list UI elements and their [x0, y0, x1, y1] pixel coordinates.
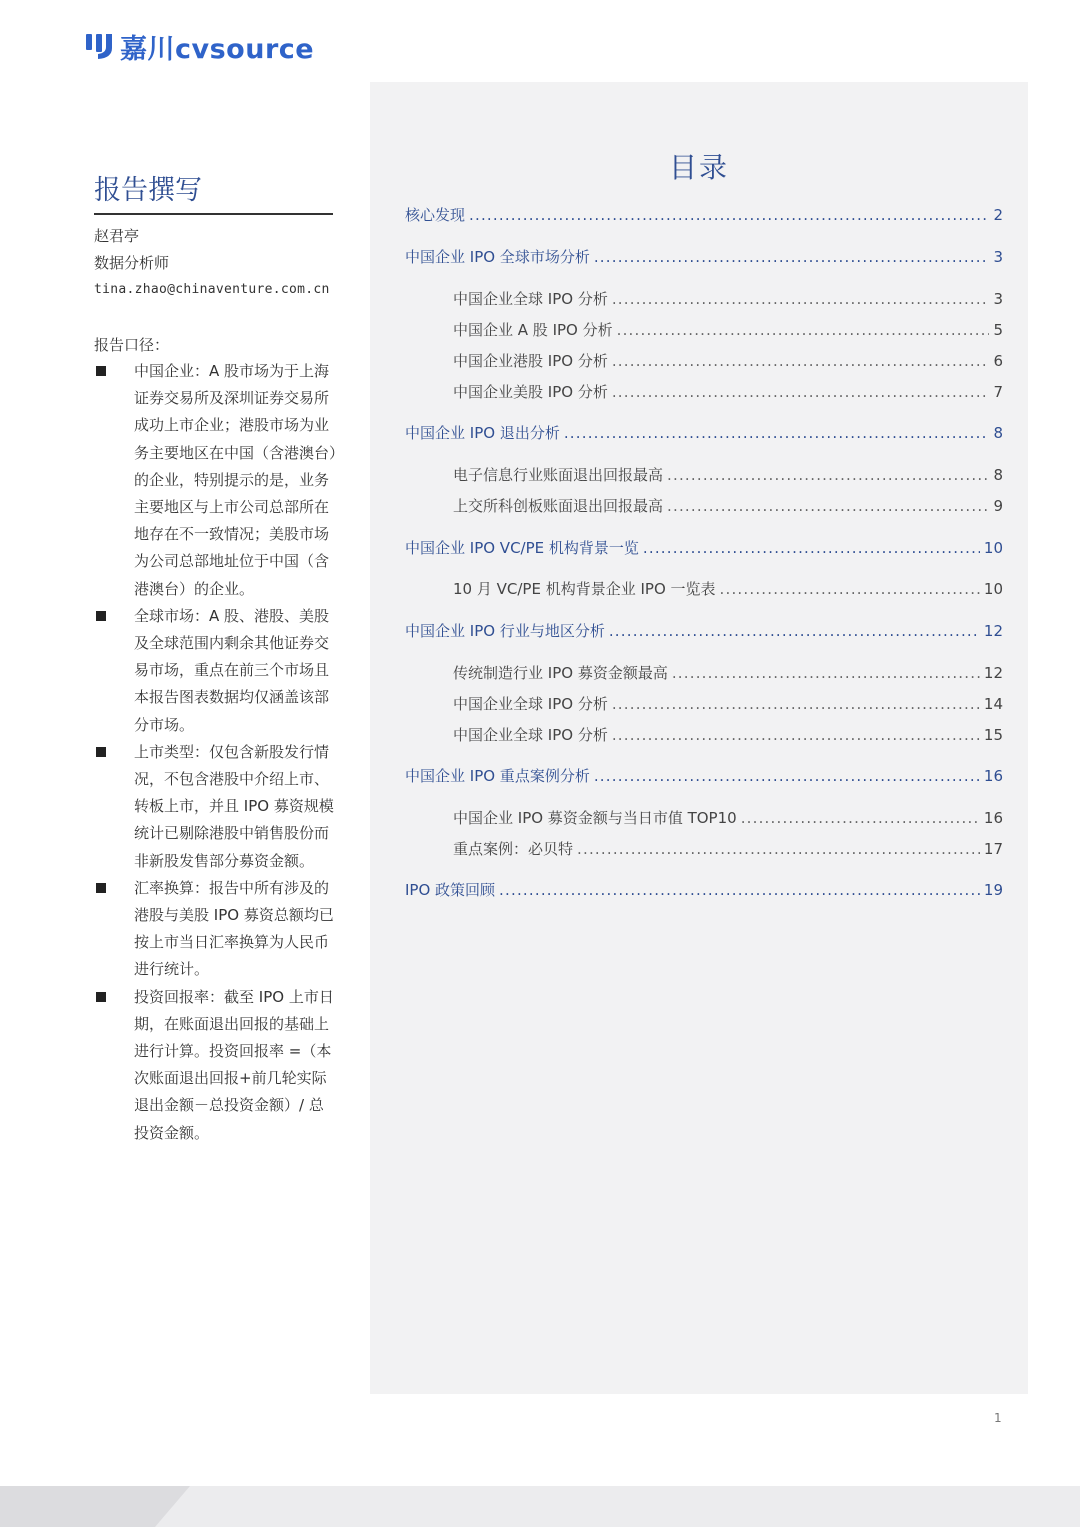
toc-entry-label: 电子信息行业账面退出回报最高 [453, 466, 664, 484]
toc-leader-dots [609, 622, 980, 640]
toc-subentry[interactable] [453, 319, 1003, 340]
square-bullet-icon [96, 747, 106, 757]
toc-entry-label: 上交所科创板账面退出回报最高 [453, 497, 664, 515]
toc-entry-label: 中国企业全球 IPO 分析 [453, 726, 608, 744]
toc-leader-dots [741, 809, 980, 827]
toc-leader-dots [612, 726, 980, 744]
toc-entry-page: 10 [983, 580, 1003, 598]
toc-entry-page: 9 [993, 497, 1003, 515]
toc-leader-dots [617, 321, 990, 339]
toc-subentry[interactable] [453, 662, 1003, 683]
toc-entry-industry-region[interactable] [405, 620, 1003, 641]
toc-entry-label: IPO 政策回顾 [405, 881, 496, 899]
toc-subentry[interactable] [453, 495, 1003, 516]
scope-item-text: 上市类型：仅包含新股发行情况，不包含港股中介绍上市、转板上市，并且 IPO 募资规模统计已剔除港股中销售股份而非新股发售部分募资金额。 [134, 742, 334, 870]
toc-entry-page: 3 [993, 248, 1003, 266]
toc-subentry[interactable] [453, 807, 1003, 828]
scope-list-item [94, 358, 338, 603]
toc-entry-page: 5 [993, 321, 1003, 339]
toc-subentry[interactable] [453, 288, 1003, 309]
toc-entry-label: 中国企业 IPO VC/PE 机构背景一览 [405, 539, 639, 557]
toc-entry-label: 中国企业 A 股 IPO 分析 [453, 321, 613, 339]
scope-item-text: 全球市场：A 股、港股、美股及全球范围内剩余其他证券交易市场，重点在前三个市场且本报告图表数据均仅涵盖该部分市场。 [134, 606, 330, 734]
toc-entry-vcpe-background[interactable] [405, 537, 1003, 558]
toc-entry-label: 中国企业美股 IPO 分析 [453, 383, 608, 401]
toc-entry-page: 19 [983, 881, 1003, 899]
toc-subentry[interactable] [453, 724, 1003, 745]
toc-leader-dots [612, 352, 990, 370]
report-scope-list [94, 358, 338, 1147]
square-bullet-icon [96, 883, 106, 893]
toc-entry-label: 中国企业 IPO 行业与地区分析 [405, 622, 605, 640]
toc-leader-dots [594, 248, 990, 266]
toc-entry-label: 10 月 VC/PE 机构背景企业 IPO 一览表 [453, 580, 716, 598]
toc-entry-ipo-policy[interactable] [405, 879, 1003, 900]
toc-entry-label: 中国企业 IPO 全球市场分析 [405, 248, 590, 266]
scope-item-text: 汇率换算：报告中所有涉及的港股与美股 IPO 募资总额均已按上市当日汇率换算为人民币进行统计。 [134, 878, 334, 979]
toc-leader-dots [612, 695, 980, 713]
toc-leader-dots [672, 664, 980, 682]
toc-subentry[interactable] [453, 464, 1003, 485]
scope-list-item [94, 603, 338, 739]
toc-leader-dots [594, 767, 980, 785]
toc-entry-page: 7 [993, 383, 1003, 401]
square-bullet-icon [96, 992, 106, 1002]
scope-list-item [94, 875, 338, 984]
scope-list-item [94, 984, 338, 1147]
toc-entry-page: 10 [983, 539, 1003, 557]
toc-leader-dots [612, 383, 990, 401]
toc-entry-label: 中国企业港股 IPO 分析 [453, 352, 608, 370]
toc-entry-label: 中国企业全球 IPO 分析 [453, 290, 608, 308]
toc-leader-dots [577, 840, 980, 858]
toc-entry-label: 重点案例：必贝特 [453, 840, 574, 858]
toc-entry-exit-analysis[interactable] [405, 422, 1003, 443]
toc-subentry[interactable] [453, 578, 1003, 599]
toc-entry-label: 核心发现 [405, 206, 466, 224]
author-name: 赵君亭 [94, 227, 140, 245]
logo-text: 嘉川cvsource [120, 33, 315, 65]
toc-entry-page: 15 [983, 726, 1003, 744]
report-scope-title: 报告口径： [94, 336, 170, 354]
toc-leader-dots [667, 466, 989, 484]
square-bullet-icon [96, 611, 106, 621]
toc-leader-dots [469, 206, 989, 224]
toc-subentry[interactable] [453, 693, 1003, 714]
page-number: 1 [994, 1411, 1002, 1425]
toc-entry-label: 中国企业全球 IPO 分析 [453, 695, 608, 713]
toc-leader-dots [643, 539, 980, 557]
square-bullet-icon [96, 366, 106, 376]
toc-entry-page: 8 [993, 466, 1003, 484]
toc-entry-label: 中国企业 IPO 重点案例分析 [405, 767, 590, 785]
toc-leader-dots [667, 497, 989, 515]
toc-entry-page: 14 [983, 695, 1003, 713]
toc-entry-page: 12 [983, 664, 1003, 682]
toc-entry-label: 中国企业 IPO 募资金额与当日市值 TOP10 [453, 809, 737, 827]
toc-entry-page: 17 [983, 840, 1003, 858]
toc-entry-page: 12 [983, 622, 1003, 640]
toc-leader-dots [499, 881, 980, 899]
toc-subentry[interactable] [453, 381, 1003, 402]
brand-logo [84, 28, 314, 64]
cvsource-logo-icon [84, 31, 114, 61]
toc-leader-dots [612, 290, 990, 308]
scope-item-text: 中国企业：A 股市场为于上海证券交易所及深圳证券交易所成功上市企业；港股市场为业务主要地区在中国（含港澳台）的企业，特别提示的是，业务主要地区与上市公司总部所在地存在不一致情况；美股市场为公司总部地址位于中国（含港澳台）的企业。 [134, 362, 337, 598]
author-section-title: 报告撰写 [94, 168, 333, 215]
toc-entry-page: 8 [993, 424, 1003, 442]
toc-entry-label: 中国企业 IPO 退出分析 [405, 424, 560, 442]
toc-entry-page: 6 [993, 352, 1003, 370]
toc-heading: 目录 [668, 151, 729, 184]
toc-leader-dots [720, 580, 980, 598]
author-email-link[interactable]: tina.zhao@chinaventure.com.cn [94, 282, 330, 297]
toc-leader-dots [564, 424, 990, 442]
toc-entry-page: 2 [993, 206, 1003, 224]
toc-entry-key-cases[interactable] [405, 765, 1003, 786]
toc-entry-page: 16 [983, 767, 1003, 785]
toc-subentry[interactable] [453, 350, 1003, 371]
toc-entry-page: 3 [993, 290, 1003, 308]
toc-entry-global-market[interactable] [405, 246, 1003, 267]
toc-entry-page: 16 [983, 809, 1003, 827]
toc-entry-label: 传统制造行业 IPO 募资金额最高 [453, 664, 668, 682]
footer-decoration-shape [0, 1486, 190, 1527]
table-of-contents-panel [370, 82, 1028, 1394]
scope-item-text: 投资回报率：截至 IPO 上市日期，在账面退出回报的基础上进行计算。投资回报率 =（本次账面退出回报+前几轮实际退出金额－总投资金额）/ 总投资金额。 [134, 987, 334, 1142]
toc-subentry[interactable] [453, 838, 1003, 859]
toc-entry-core-findings[interactable] [405, 204, 1003, 225]
author-role: 数据分析师 [94, 254, 170, 272]
scope-list-item [94, 739, 338, 875]
